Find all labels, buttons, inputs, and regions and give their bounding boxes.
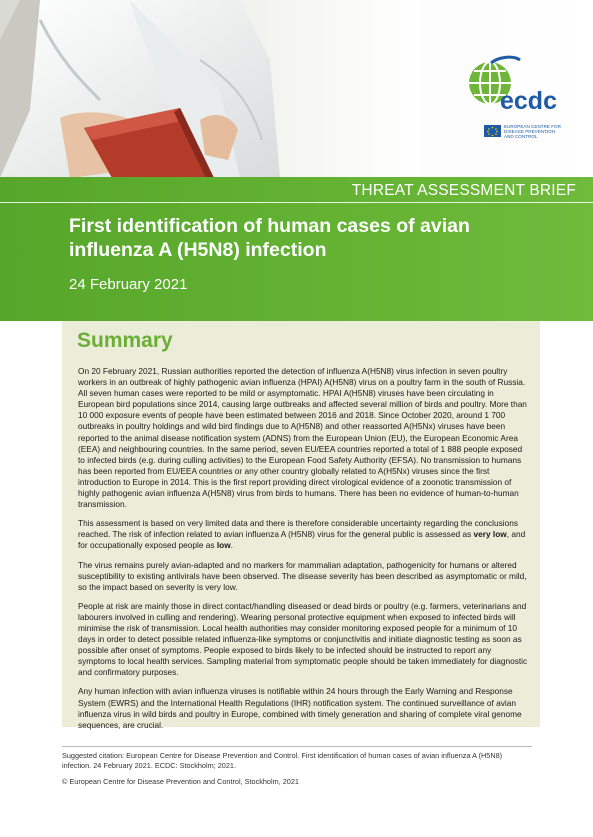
- footer-divider: [62, 746, 532, 747]
- summary-body: [78, 366, 528, 739]
- healthcare-worker-photo: [0, 0, 420, 178]
- suggested-citation: Suggested citation: European Centre for Disease Prevention and Control. First identification of human cases of avian influenza A (H5N8) infection. 24 February 2021. ECDC: Stockholm; 2021.: [62, 751, 503, 770]
- logo-org-line-3: AND CONTROL: [504, 134, 538, 139]
- summary-paragraph-1: On 20 February 2021, Russian authorities reported the detection of influenza A(H5N8) virus infection in seven poultry workers in an outbreak of highly pathogenic avian influenza (HPAI) A(H5N8) virus on a poultry farm in the south of Russia. All seven human cases were reported to be mild or asymptomatic. HPAI A(H5N8) viruses have been circulating in European bird populations since 2014, causing large outbreaks and affected several million of birds and poultry. More than 10 000 exposure events of people have been estimated between 2016 and 2018. Since October 2020, around 1 700 outbreaks in poultry holdings and wild bird findings due to A(H5N8) and other reassorted A(H5Nx) viruses have been reported to the animal disease notification system (ADNS) from the European Union (EU), the European Economic Area (EEA) and neighbouring countries. In the same period, seven EU/EEA countries reported a total of 1 888 people exposed to infected birds (e.g. during culling activities) to the European Food Safety Authority (EFSA). No transmission to humans has been reported from EU/EEA countries or any other country globally related to A(H5Nx) viruses since the first introduction to Europe in 2014. This is the first report providing direct virological evidence of a zoonotic transmission of highly pathogenic avian influenza A(H5N8) virus from birds to humans. There has been no evidence of human-to-human transmission.: [78, 366, 527, 510]
- summary-paragraph-3: The virus remains purely avian-adapted and no markers for mammalian adaptation, pathogenicity for humans or altered susceptibility to existing antivirals have been observed. The disease severity has been described as asymptomatic or mild, so the impact based on severity is very low.: [78, 559, 527, 592]
- summary-box: [62, 321, 540, 730]
- ecdc-logo: [458, 55, 573, 155]
- risk-level-occupational: low: [216, 540, 231, 551]
- logo-org-line-2: DISEASE PREVENTION: [504, 129, 556, 134]
- summary-heading: Summary: [77, 329, 173, 352]
- banner-divider: [0, 202, 593, 203]
- document-title: First identification of human cases of avian influenza A (H5N8) infection: [69, 215, 470, 261]
- summary-paragraph-5: Any human infection with avian influenza viruses is notifiable within 24 hours through the Early Warning and Response System (EWRS) and the International Health Regulations (IHR) notification system. The continued surveillance of avian influenza virus in wild birds and poultry in Europe, combined with timely generation and sharing of complete viral genome sequences, are crucial.: [78, 686, 522, 730]
- risk-level-general-public: very low: [473, 529, 507, 540]
- publication-date: 24 February 2021: [69, 276, 188, 293]
- cover-header: [0, 0, 593, 178]
- logo-org-line-1: EUROPEAN CENTRE FOR: [504, 124, 561, 129]
- copyright-notice: © European Centre for Disease Prevention and Control, Stockholm, 2021: [62, 777, 299, 786]
- summary-risk-paragraph: This assessment is based on very limited data and there is therefore considerable uncertainty regarding the conclusions reached. The risk of infection related to avian influenza A (H5N8) virus for the general public is assessed as very low, and for occupationally exposed people as low.: [78, 518, 526, 551]
- logo-wordmark: ecdc: [500, 87, 557, 115]
- summary-paragraph-4: People at risk are mainly those in direct contact/handling diseased or dead birds or poultry (e.g. farmers, veterinarians and labourers involved in culling and rendering). Wearing personal protective equipment when exposed to infected birds will minimise the risk of transmission. Local health authorities may consider monitoring exposed people for a minimum of 10 days in order to detect possible related influenza-like symptoms or conjunctivitis and initiate diagnostic testing as soon as possible after onset of symptoms. People exposed to birds likely to be infected should be instructed to report any symptoms to local health services. Sampling material from symptomatic people should be taken immediately for diagnostic and confirmatory purposes.: [78, 600, 528, 678]
- document-type-label: THREAT ASSESSMENT BRIEF: [351, 182, 576, 199]
